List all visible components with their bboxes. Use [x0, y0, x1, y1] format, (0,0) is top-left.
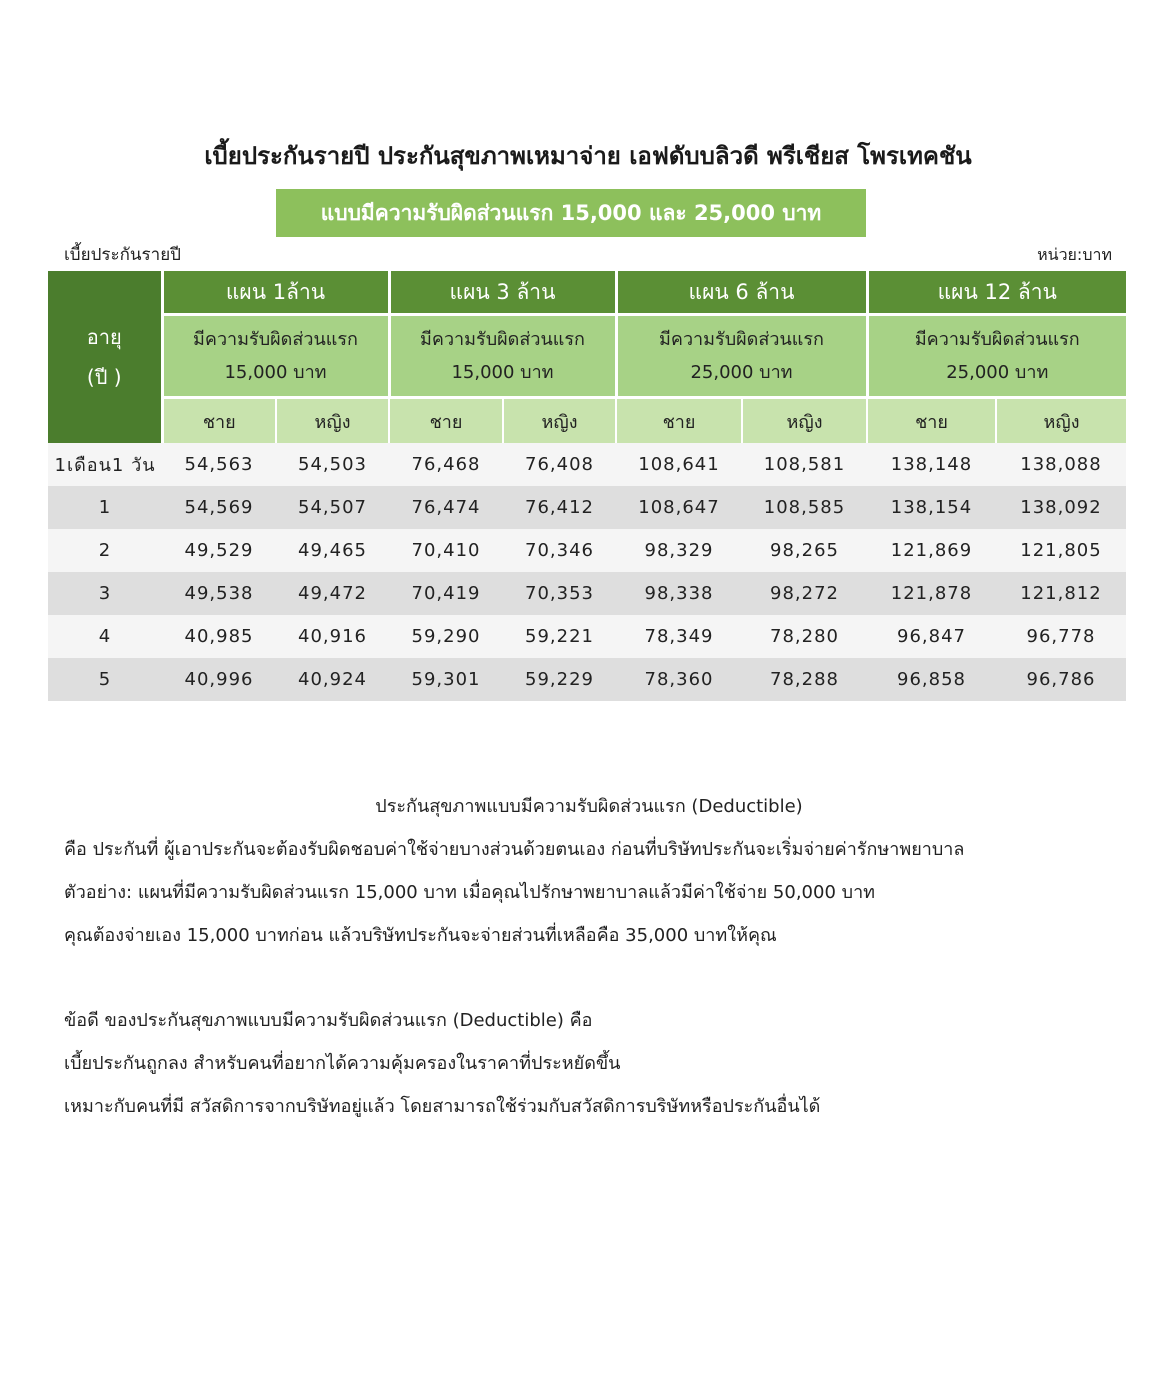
notes-example-continued: คุณต้องจ่ายเอง 15,000 บาทก่อน แล้วบริษัทประกันจะจ่ายส่วนที่เหลือคือ 35,000 บาทให้คุณ	[64, 925, 777, 946]
deductible-label: มีความรับผิดส่วนแรก	[659, 329, 824, 350]
premium-cell: 96,786	[996, 658, 1126, 701]
plan-header: แผน 12 ล้าน	[867, 271, 1126, 315]
premium-cell: 98,265	[742, 529, 867, 572]
female-header: หญิง	[996, 398, 1126, 444]
deductible-header	[867, 315, 1126, 398]
premium-cell: 49,472	[276, 572, 389, 615]
plan-header: แผน 3 ล้าน	[389, 271, 616, 315]
premium-cell: 59,229	[503, 658, 616, 701]
age-cell: 4	[48, 615, 162, 658]
premium-cell: 98,272	[742, 572, 867, 615]
premium-cell: 98,329	[616, 529, 742, 572]
spacer	[64, 967, 1114, 1009]
premium-cell: 40,924	[276, 658, 389, 701]
premium-cell: 108,647	[616, 486, 742, 529]
table-row	[48, 529, 1126, 572]
age-header-unit: (ปี )	[86, 365, 122, 389]
deductible-header	[162, 315, 389, 398]
deductible-label: มีความรับผิดส่วนแรก	[420, 329, 585, 350]
deductible-banner: แบบมีความรับผิดส่วนแรก 15,000 และ 25,000 บาท	[276, 189, 866, 237]
plan-header: แผน 6 ล้าน	[616, 271, 867, 315]
premium-cell: 96,778	[996, 615, 1126, 658]
age-cell: 3	[48, 572, 162, 615]
premium-cell: 40,916	[276, 615, 389, 658]
premium-cell: 108,581	[742, 443, 867, 486]
premium-cell: 138,148	[867, 443, 996, 486]
premium-cell: 49,529	[162, 529, 276, 572]
premium-cell: 121,878	[867, 572, 996, 615]
premium-cell: 98,338	[616, 572, 742, 615]
premium-cell: 49,465	[276, 529, 389, 572]
premium-cell: 70,419	[389, 572, 503, 615]
deductible-header	[616, 315, 867, 398]
age-cell: 5	[48, 658, 162, 701]
premium-cell: 40,985	[162, 615, 276, 658]
table-row	[48, 443, 1126, 486]
plan-header: แผน 1ล้าน	[162, 271, 389, 315]
female-header: หญิง	[742, 398, 867, 444]
male-header: ชาย	[162, 398, 276, 444]
female-header: หญิง	[276, 398, 389, 444]
male-header: ชาย	[389, 398, 503, 444]
premium-cell: 108,585	[742, 486, 867, 529]
premium-cell: 78,349	[616, 615, 742, 658]
deductible-amount: 25,000 บาท	[690, 362, 793, 383]
male-header: ชาย	[616, 398, 742, 444]
premium-cell: 78,280	[742, 615, 867, 658]
premium-cell: 96,847	[867, 615, 996, 658]
deductible-amount: 25,000 บาท	[946, 362, 1049, 383]
premium-cell: 76,468	[389, 443, 503, 486]
premium-cell: 96,858	[867, 658, 996, 701]
age-header	[48, 271, 162, 443]
notes-advantages-heading: ข้อดี ของประกันสุขภาพแบบมีความรับผิดส่วนแรก (Deductible) คือ	[64, 1010, 593, 1031]
deductible-label: มีความรับผิดส่วนแรก	[914, 329, 1080, 350]
premium-cell: 76,412	[503, 486, 616, 529]
female-header: หญิง	[503, 398, 616, 444]
premium-cell: 76,408	[503, 443, 616, 486]
premium-cell: 59,301	[389, 658, 503, 701]
premium-table	[48, 271, 1126, 701]
notes-definition: คือ ประกันที่ ผู้เอาประกันจะต้องรับผิดชอบค่าใช้จ่ายบางส่วนด้วยตนเอง ก่อนที่บริษัทประกันจะเริ่มจ่ายค่ารักษาพยาบาล	[64, 839, 965, 860]
premium-cell: 54,503	[276, 443, 389, 486]
premium-cell: 138,092	[996, 486, 1126, 529]
table-row	[48, 486, 1126, 529]
premium-cell: 70,410	[389, 529, 503, 572]
premium-cell: 108,641	[616, 443, 742, 486]
premium-cell: 49,538	[162, 572, 276, 615]
deductible-header	[389, 315, 616, 398]
table-caption: เบี้ยประกันรายปี	[64, 245, 181, 265]
premium-cell: 138,088	[996, 443, 1126, 486]
table-row	[48, 658, 1126, 701]
premium-cell: 70,353	[503, 572, 616, 615]
premium-cell: 138,154	[867, 486, 996, 529]
premium-cell: 54,507	[276, 486, 389, 529]
male-header: ชาย	[867, 398, 996, 444]
notes-advantage-item: เบี้ยประกันถูกลง สำหรับคนที่อยากได้ความคุ้มครองในราคาที่ประหยัดขึ้น	[64, 1053, 621, 1074]
deductible-label: มีความรับผิดส่วนแรก	[193, 329, 358, 350]
premium-cell: 54,563	[162, 443, 276, 486]
premium-cell: 121,869	[867, 529, 996, 572]
age-cell: 1	[48, 486, 162, 529]
age-cell: 1เดือน1 วัน	[48, 443, 162, 486]
age-cell: 2	[48, 529, 162, 572]
page-title: เบี้ยประกันรายปี ประกันสุขภาพเหมาจ่าย เอฟดับบลิวดี พรีเชียส โพรเทคชัน	[204, 142, 972, 170]
deductible-amount: 15,000 บาท	[451, 362, 554, 383]
premium-cell: 121,812	[996, 572, 1126, 615]
notes-heading: ประกันสุขภาพแบบมีความรับผิดส่วนแรก (Deductible)	[375, 796, 803, 817]
premium-cell: 78,360	[616, 658, 742, 701]
premium-cell: 54,569	[162, 486, 276, 529]
premium-cell: 70,346	[503, 529, 616, 572]
deductible-amount: 15,000 บาท	[224, 362, 327, 383]
age-header-label: อายุ	[86, 325, 122, 349]
premium-cell: 76,474	[389, 486, 503, 529]
deductible-notes	[64, 795, 1114, 1138]
premium-cell: 40,996	[162, 658, 276, 701]
table-row	[48, 572, 1126, 615]
premium-cell: 59,290	[389, 615, 503, 658]
unit-label: หน่วย:บาท	[1037, 245, 1112, 264]
premium-cell: 78,288	[742, 658, 867, 701]
table-row	[48, 615, 1126, 658]
notes-advantage-item: เหมาะกับคนที่มี สวัสดิการจากบริษัทอยู่แล้ว โดยสามารถใช้ร่วมกับสวัสดิการบริษัทหรือประกันอื่นได้	[64, 1096, 821, 1117]
notes-example: ตัวอย่าง: แผนที่มีความรับผิดส่วนแรก 15,000 บาท เมื่อคุณไปรักษาพยาบาลแล้วมีค่าใช้จ่าย 50,000 บาท	[64, 882, 876, 903]
premium-cell: 59,221	[503, 615, 616, 658]
premium-cell: 121,805	[996, 529, 1126, 572]
